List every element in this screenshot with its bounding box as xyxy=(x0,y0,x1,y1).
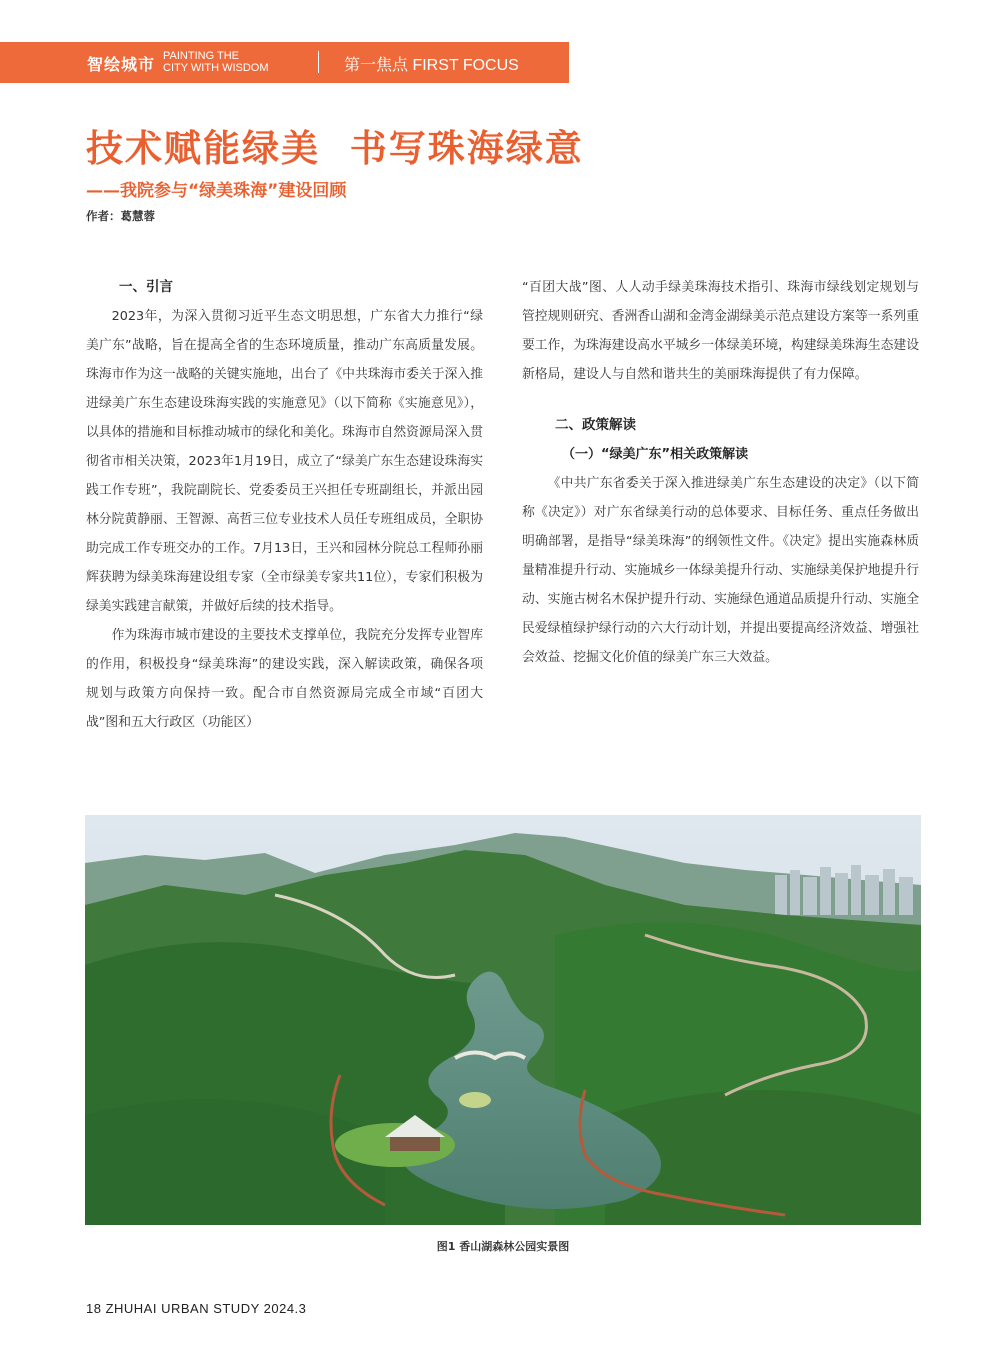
subsection-heading: （一）“绿美广东”相关政策解读 xyxy=(562,447,749,462)
spacer xyxy=(522,389,919,411)
section-title-cn: 智绘城市 xyxy=(87,55,156,74)
section-heading-intro: 一、引言 xyxy=(119,279,173,295)
left-column xyxy=(86,273,483,737)
aerial-park-photo xyxy=(85,815,921,1225)
header-divider xyxy=(318,51,319,73)
focus-label: 第一焦点 FIRST FOCUS xyxy=(344,57,519,74)
right-column xyxy=(522,273,919,672)
section-title-en-line1: PAINTING THE xyxy=(163,50,239,62)
page-footer: 18 ZHUHAI URBAN STUDY 2024.3 xyxy=(86,1301,307,1316)
section-title-en-line2: CITY WITH WISDOM xyxy=(163,62,269,74)
section-title-en xyxy=(163,50,269,74)
article-subtitle: ——我院参与“绿美珠海”建设回顾 xyxy=(86,181,347,201)
section-header-bar xyxy=(0,42,569,83)
figure-caption: 图1 香山湖森林公园实景图 xyxy=(436,1240,570,1253)
paragraph: 《中共广东省委关于深入推进绿美广东生态建设的决定》（以下简称《决定》）对广东省绿美行动的总体要求、目标任务、重点任务做出明确部署，是指导“绿美珠海”的纲领性文件。《决定》提出实施森林质量精准提升行动、实施城乡一体绿美提升行动、实施绿美保护地提升行动、实施古树名木保护提升行动、实施绿色通道品质提升行动、实施全民爱绿植绿护绿行动的六大行动计划，并提出要提高经济效益、增强社会效益、挖掘文化价值的绿美广东三大效益。 xyxy=(522,476,919,665)
article-author: 作者：葛慧蓉 xyxy=(86,209,155,223)
paragraph: 2023年，为深入贯彻习近平生态文明思想，广东省大力推行“绿美广东”战略，旨在提高全省的生态环境质量，推动广东高质量发展。珠海市作为这一战略的关键实施地，出台了《中共珠海市委关于深入推进绿美广东生态建设珠海实践的实施意见》（以下简称《实施意见》），以具体的措施和目标推动城市的绿化和美化。珠海市自然资源局深入贯彻省市相关决策，2023年1月19日，成立了“绿美广东生态建设珠海实践工作专班”，我院副院长、党委委员王兴担任专班副组长，并派出园林分院黄静丽、王智源、高哲三位专业技术人员任专班组成员，全职协助完成工作专班交办的工作。7月13日，王兴和园林分院总工程师孙丽辉获聘为绿美珠海建设组专家（全市绿美专家共11位），专家们积极为绿美实践建言献策，并做好后续的技术指导。 xyxy=(86,309,483,614)
lawn-island xyxy=(459,1092,491,1108)
section-heading-policy: 二、政策解读 xyxy=(555,417,636,433)
paragraph: 作为珠海市城市建设的主要技术支撑单位，我院充分发挥专业智库的作用，积极投身“绿美珠海”的建设实践，深入解读政策，确保各项规划与政策方向保持一致。配合市自然资源局完成全市域“百团大战”图和五大行政区（功能区） xyxy=(86,628,483,730)
article-title: 技术赋能绿美 书写珠海绿意 xyxy=(86,127,584,170)
paragraph-continued: “百团大战”图、人人动手绿美珠海技术指引、珠海市绿线划定规划与管控规则研究、香洲香山湖和金湾金湖绿美示范点建设方案等一系列重要工作，为珠海建设高水平城乡一体绿美环境，构建绿美珠海生态建设新格局，建设人与自然和谐共生的美丽珠海提供了有力保障。 xyxy=(522,280,919,382)
park-landscape-illustration xyxy=(85,815,921,1225)
